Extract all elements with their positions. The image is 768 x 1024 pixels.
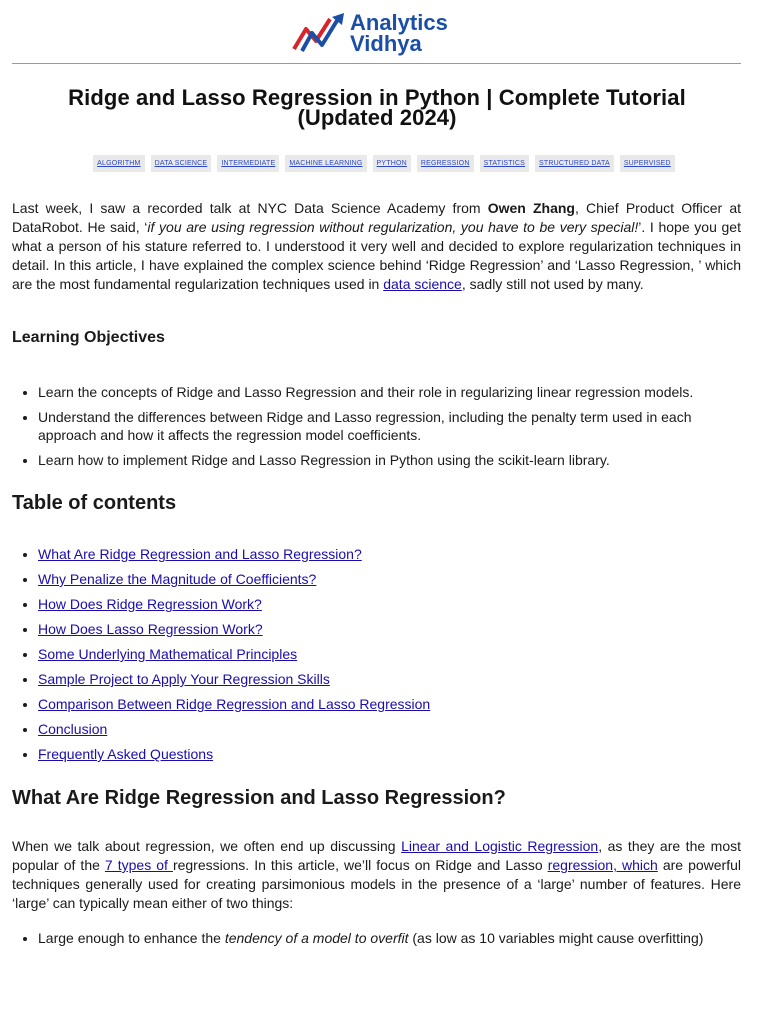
toc-link-faq[interactable]: Frequently Asked Questions [38, 746, 214, 762]
tag-intermediate[interactable]: INTERMEDIATE [217, 155, 279, 172]
tag-algorithm[interactable]: ALGORITHM [93, 155, 144, 172]
section1-text-2: , as they are the most popular of the [12, 838, 741, 873]
logo-line2: Vidhya [350, 31, 422, 56]
toc-item [38, 570, 741, 588]
toc-item [38, 545, 741, 563]
regression-which-link[interactable]: regression, which [547, 857, 658, 873]
objectives-heading: Learning Objectives [12, 329, 165, 346]
section1-text-1: When we talk about regression, we often end up discussing [12, 838, 402, 854]
toc-item [38, 720, 741, 738]
toc-item [38, 695, 741, 713]
linear-logistic-link[interactable]: Linear and Logistic Regression [401, 838, 599, 854]
objectives-list [12, 383, 741, 469]
objective-item: • Understand the differences between Ridge and Lasso regression, including the penalty term used in each approach and how it affects the regression model coefficients. [38, 408, 741, 444]
section1-text-4: are powerful techniques generally used for creating parsimonious models in the presence of a ‘large’ number of features. Here ‘large’ can typically mean either of two things: [12, 857, 742, 911]
bullet1-text-2: (as low as 10 variables might cause overfitting) [408, 930, 704, 946]
data-science-link[interactable]: data science [383, 276, 462, 292]
intro-author: Owen Zhang [487, 200, 575, 216]
toc-link-penalize[interactable]: Why Penalize the Magnitude of Coefficients? [38, 571, 317, 587]
intro-text-4: , sadly still not used by many. [461, 276, 644, 292]
large-meaning-list [12, 929, 741, 947]
tag-list [0, 155, 768, 172]
toc-item [38, 745, 741, 763]
logo-text [350, 12, 448, 54]
intro-quote: if you are using regression without regularization, you have to be very special! [147, 219, 639, 235]
toc-item [38, 620, 741, 638]
section1-heading: What Are Ridge Regression and Lasso Regression? [12, 787, 506, 809]
tag-structured-data[interactable]: STRUCTURED DATA [535, 155, 614, 172]
large-meaning-item [38, 929, 741, 947]
tag-data-science[interactable]: DATA SCIENCE [151, 155, 212, 172]
intro-text-1: Last week, I saw a recorded talk at NYC Data Science Academy from [12, 200, 488, 216]
objective-item: • Learn the concepts of Ridge and Lasso Regression and their role in regularizing linear regression models. [38, 383, 741, 401]
tag-supervised[interactable]: SUPERVISED [620, 155, 675, 172]
intro-text-3: ’. I hope you get what a person of his stature referred to. I understood it very well and decided to explore regularization techniques in detail. In this article, I have explained the complex science behind ‘Ridge Regression’ and ‘Lasso Regression, ’ which are the most fundamental regularization techniques used in [12, 219, 741, 292]
toc-link-math[interactable]: Some Underlying Mathematical Principles [38, 646, 298, 662]
toc-link-lasso-work[interactable]: How Does Lasso Regression Work? [38, 621, 263, 637]
toc-list [12, 545, 741, 763]
intro-text-2: , Chief Product Officer at DataRobot. He said, ‘ [12, 200, 742, 235]
toc-item [38, 595, 741, 613]
site-header [0, 0, 768, 64]
toc-link-conclusion[interactable]: Conclusion [38, 721, 108, 737]
toc-link-project[interactable]: Sample Project to Apply Your Regression Skills [38, 671, 330, 687]
types-of-regression-link[interactable]: 7 types of [104, 857, 173, 873]
analytics-vidhya-logo[interactable] [290, 8, 470, 58]
article-title-line2: (Updated 2024) [297, 105, 457, 130]
intro-paragraph [12, 199, 741, 294]
tag-statistics[interactable]: STATISTICS [480, 155, 529, 172]
toc-link-comparison[interactable]: Comparison Between Ridge Regression and Lasso Regression [38, 696, 431, 712]
tag-machine-learning[interactable]: MACHINE LEARNING [285, 155, 366, 172]
toc-item [38, 670, 741, 688]
header-divider [12, 63, 741, 64]
tag-regression[interactable]: REGRESSION [417, 155, 474, 172]
toc-link-ridge-lasso[interactable]: What Are Ridge Regression and Lasso Regression? [38, 546, 362, 562]
section1-paragraph [12, 837, 741, 913]
logo-line1: Analytics [350, 10, 448, 35]
article-title [30, 85, 724, 130]
toc-item [38, 645, 741, 663]
toc-heading: Table of contents [12, 492, 177, 514]
bullet1-italic: tendency of a model to overfit [224, 930, 409, 946]
article-title-line1: Ridge and Lasso Regression in Python | Complete Tutorial [68, 85, 686, 110]
tag-python[interactable]: PYTHON [373, 155, 411, 172]
logo-chart-icon [290, 11, 348, 55]
bullet1-text-1: Large enough to enhance the [38, 930, 225, 946]
article-body [12, 199, 741, 947]
objective-item: • Learn how to implement Ridge and Lasso Regression in Python using the scikit-learn library. [38, 451, 741, 469]
section1-text-3: regressions. In this article, we’ll focus on Ridge and Lasso [172, 857, 548, 873]
toc-link-ridge-work[interactable]: How Does Ridge Regression Work? [38, 596, 262, 612]
